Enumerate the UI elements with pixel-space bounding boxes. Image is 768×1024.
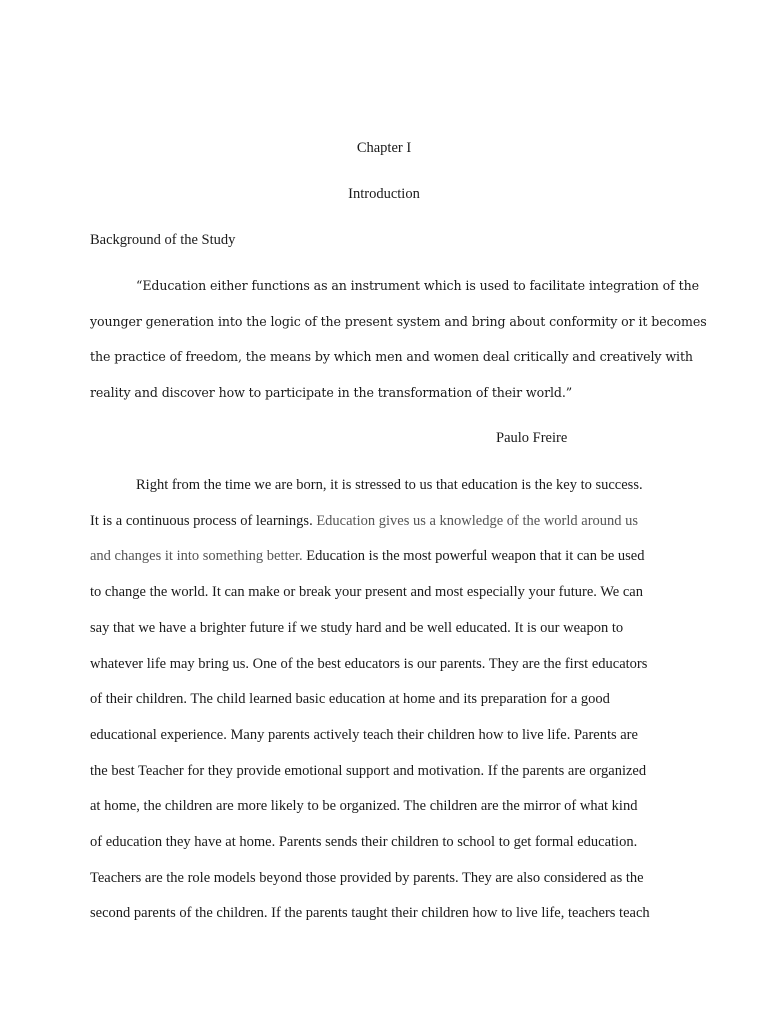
chapter-label: Chapter I xyxy=(356,140,412,156)
paragraph-line: whatever life may bring us. One of the best educators is our parents. They are the first educators xyxy=(90,656,648,672)
paragraph-text: It is a continuous process of learnings. xyxy=(90,513,317,529)
quote-line: the practice of freedom, the means by which men and women deal critically and creatively with xyxy=(90,349,693,364)
paragraph-line xyxy=(90,547,645,565)
paragraph-line: of education they have at home. Parents sends their children to school to get formal education. xyxy=(90,834,638,850)
paragraph-highlight-text: and changes it into something better. xyxy=(90,548,303,564)
quote-line: reality and discover how to participate in the transformation of their world.” xyxy=(90,385,573,400)
paragraph-line: say that we have a brighter future if we study hard and be well educated. It is our weapon to xyxy=(90,620,624,636)
chapter-title: Introduction xyxy=(348,186,420,202)
paragraph-line: the best Teacher for they provide emotional support and motivation. If the parents are organized xyxy=(90,763,647,779)
paragraph-line: at home, the children are more likely to be organized. The children are the mirror of what kind xyxy=(90,798,638,814)
quote-line: younger generation into the logic of the present system and bring about conformity or it becomes xyxy=(90,314,707,329)
paragraph-line: Teachers are the role models beyond those provided by parents. They are also considered as the xyxy=(90,870,644,886)
quote-author: Paulo Freire xyxy=(496,430,568,446)
quote-line: “Education either functions as an instrument which is used to facilitate integration of the xyxy=(136,278,699,293)
paragraph-text: Education is the most powerful weapon that it can be used xyxy=(302,548,645,564)
paragraph-line: educational experience. Many parents actively teach their children how to live life. Parents are xyxy=(90,727,638,743)
paragraph-line: Right from the time we are born, it is stressed to us that education is the key to success. xyxy=(136,477,643,493)
paragraph-highlight-text: Education gives us a knowledge of the world around us xyxy=(316,513,639,529)
section-heading: Background of the Study xyxy=(90,232,236,248)
paragraph-line: of their children. The child learned basic education at home and its preparation for a good xyxy=(90,691,610,707)
paragraph-line: to change the world. It can make or break your present and most especially your future. We can xyxy=(90,584,643,600)
paragraph-line xyxy=(90,512,638,530)
paragraph-line: second parents of the children. If the parents taught their children how to live life, teachers teach xyxy=(90,905,650,921)
